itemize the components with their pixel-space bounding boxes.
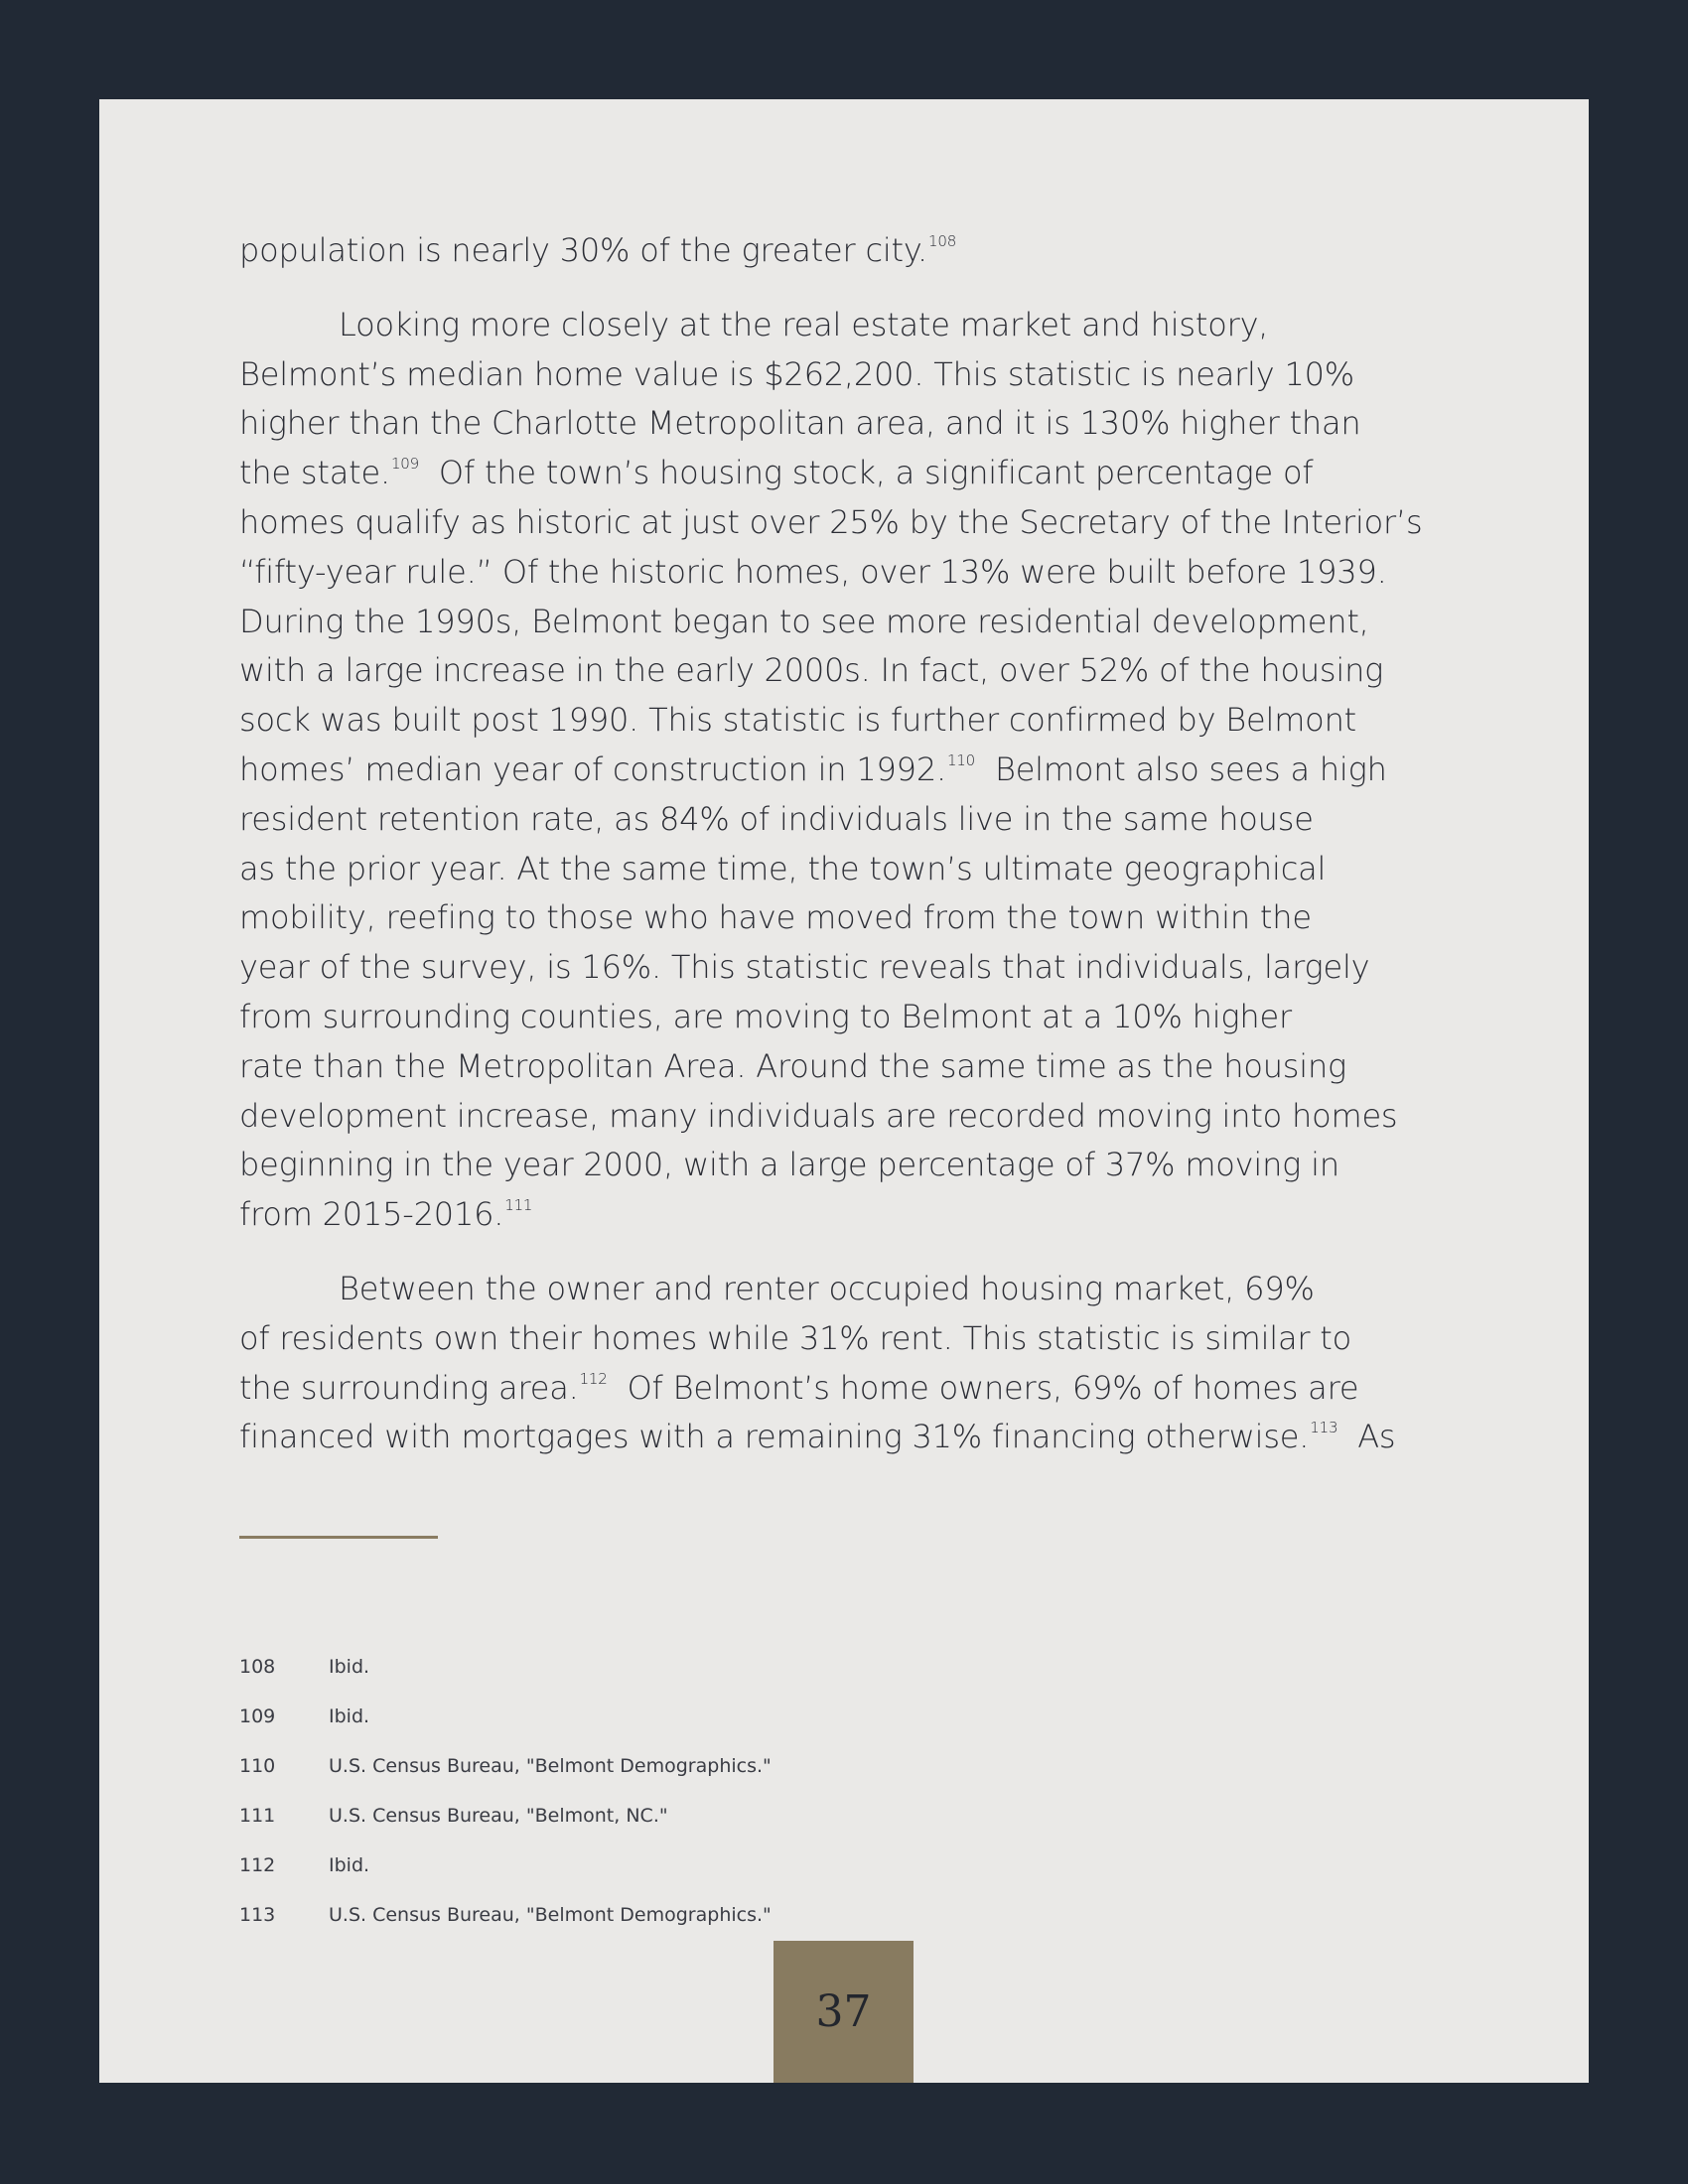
line-text: with a large increase in the early 2000s. In fact, over 52% of the housing	[239, 651, 1384, 690]
line-text: Looking more closely at the real estate market and history,	[339, 305, 1269, 343]
line-text: the surrounding area.	[239, 1368, 579, 1407]
page-number-box	[774, 1941, 914, 2083]
line-text: Between the owner and renter occupied housing market, 69%	[339, 1269, 1315, 1307]
text-line	[239, 845, 1471, 894]
footnote-text: Ibid.	[329, 1854, 370, 1876]
text-line	[239, 498, 1471, 548]
line-text: as the prior year. At the same time, the town’s ultimate geographical	[239, 849, 1327, 887]
line-text: population is nearly 30% of the greater city.	[239, 231, 928, 269]
line-text: sock was built post 1990. This statistic is further confirmed by Belmont	[239, 701, 1356, 740]
text-line	[239, 993, 1471, 1042]
line-text-continued: Of Belmont’s home owners, 69% of homes are	[607, 1368, 1359, 1407]
text-line	[239, 943, 1471, 993]
footnote-item	[239, 1904, 772, 1926]
paragraph-spacer	[239, 276, 1471, 301]
line-text: the state.	[239, 454, 390, 492]
footnote-item	[239, 1854, 369, 1876]
footnote-reference[interactable]: 110	[946, 751, 975, 769]
paragraph-spacer	[239, 1240, 1471, 1265]
line-text: development increase, many individuals are recorded moving into homes	[239, 1096, 1398, 1135]
footnote-item	[239, 1706, 369, 1727]
paragraph	[239, 301, 1471, 1240]
line-text: year of the survey, is 16%. This statistic reveals that individuals, largely	[239, 948, 1370, 987]
footnote-number: 110	[239, 1755, 276, 1777]
line-text: of residents own their homes while 31% rent. This statistic is similar to	[239, 1318, 1352, 1357]
text-line	[239, 646, 1471, 696]
page-number: 37	[815, 1986, 872, 2037]
footnote-divider	[239, 1536, 438, 1539]
text-line	[239, 795, 1471, 845]
line-text-continued: Belmont also sees a high	[975, 750, 1387, 788]
line-text: resident retention rate, as 84% of individuals live in the same house	[239, 799, 1314, 838]
text-line	[239, 1042, 1471, 1092]
line-text: higher than the Charlotte Metropolitan area, and it is 130% higher than	[239, 404, 1361, 443]
footnote-number: 111	[239, 1805, 276, 1827]
text-line	[239, 1092, 1471, 1142]
text-line	[239, 893, 1471, 943]
footnote-reference[interactable]: 108	[928, 232, 957, 250]
line-text: from surrounding counties, are moving to Belmont at a 10% higher	[239, 997, 1292, 1035]
line-text: homes’ median year of construction in 1992.	[239, 750, 946, 788]
text-line	[239, 350, 1471, 400]
paragraph	[239, 1265, 1471, 1462]
text-line	[239, 1265, 1471, 1314]
footnote-text: Ibid.	[329, 1706, 370, 1727]
text-line	[239, 399, 1471, 449]
text-line	[239, 746, 1471, 795]
line-text-continued: As	[1337, 1418, 1396, 1456]
footnote-item	[239, 1656, 369, 1678]
text-line	[239, 1141, 1471, 1190]
document-page	[99, 99, 1589, 2083]
footnote-text: Ibid.	[329, 1656, 370, 1678]
text-line	[239, 548, 1471, 598]
line-text: from 2015-2016.	[239, 1195, 504, 1234]
text-line	[239, 1190, 1471, 1240]
text-line	[239, 1413, 1471, 1462]
text-line	[239, 1314, 1471, 1364]
paragraph	[239, 226, 1471, 276]
footnote-text: U.S. Census Bureau, "Belmont Demographics."	[329, 1904, 772, 1926]
footnote-number: 113	[239, 1904, 276, 1926]
text-line	[239, 1364, 1471, 1414]
footnote-number: 108	[239, 1656, 276, 1678]
line-text: rate than the Metropolitan Area. Around the same time as the housing	[239, 1046, 1347, 1085]
line-text: mobility, reefing to those who have moved from the town within the	[239, 898, 1312, 937]
footnote-item	[239, 1805, 668, 1827]
footnote-reference[interactable]: 109	[390, 455, 419, 474]
footnote-item	[239, 1755, 772, 1777]
footnote-text: U.S. Census Bureau, "Belmont, NC."	[329, 1805, 668, 1827]
footnote-reference[interactable]: 111	[504, 1196, 533, 1215]
footnote-number: 109	[239, 1706, 276, 1727]
line-text: Belmont’s median home value is $262,200. This statistic is nearly 10%	[239, 354, 1354, 393]
text-line	[239, 226, 1471, 276]
line-text: beginning in the year 2000, with a large percentage of 37% moving in	[239, 1146, 1339, 1184]
line-text: “fifty-year rule.” Of the historic homes, over 13% were built before 1939.	[239, 552, 1387, 591]
footnote-text: U.S. Census Bureau, "Belmont Demographics."	[329, 1755, 772, 1777]
text-line	[239, 696, 1471, 746]
line-text: homes qualify as historic at just over 25% by the Secretary of the Interior’s	[239, 502, 1423, 541]
footnote-reference[interactable]: 112	[579, 1369, 608, 1388]
line-text: financed with mortgages with a remaining 31% financing otherwise.	[239, 1418, 1310, 1456]
body-text	[239, 226, 1471, 1462]
text-line	[239, 301, 1471, 350]
line-text: During the 1990s, Belmont began to see more residential development,	[239, 602, 1369, 640]
text-line	[239, 598, 1471, 647]
footnote-number: 112	[239, 1854, 276, 1876]
footnote-reference[interactable]: 113	[1310, 1419, 1338, 1437]
line-text-continued: Of the town’s housing stock, a significant percentage of	[418, 454, 1314, 492]
text-line	[239, 449, 1471, 498]
